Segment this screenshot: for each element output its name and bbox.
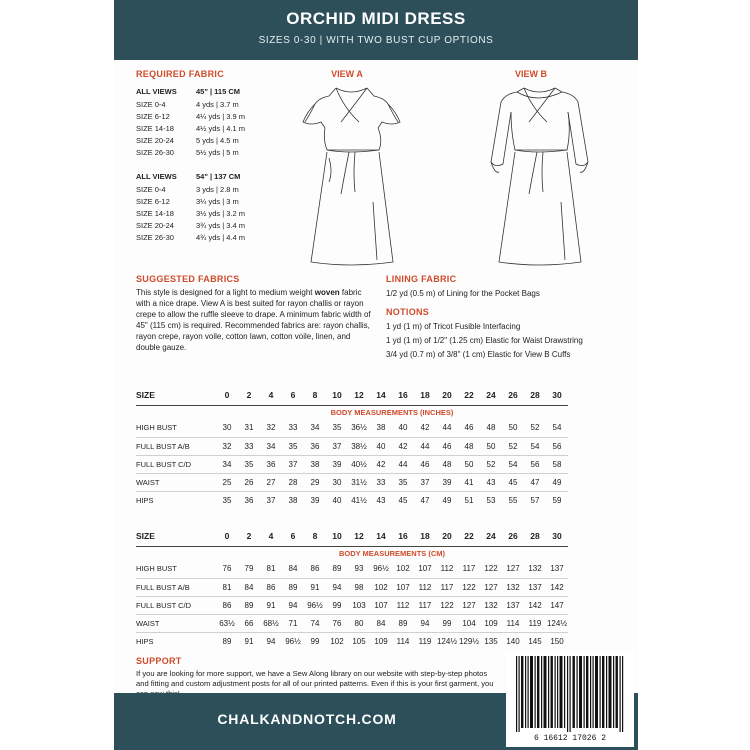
row-label: HIPS bbox=[136, 636, 154, 646]
support-heading: SUPPORT bbox=[136, 656, 182, 666]
cell: 56 bbox=[524, 455, 546, 473]
table-row bbox=[136, 491, 568, 509]
cell: 137 bbox=[502, 596, 524, 614]
fabric-table-head-right: 45" | 115 CM bbox=[196, 87, 241, 96]
fabric-size: SIZE 6-12 bbox=[136, 112, 170, 121]
notions-heading: NOTIONS bbox=[386, 307, 430, 317]
fabric-amount: 5½ yds | 5 m bbox=[196, 148, 239, 157]
barcode-digit-right: 2 bbox=[601, 734, 607, 743]
table-row bbox=[136, 437, 568, 455]
cell: 43 bbox=[480, 473, 502, 491]
row-label: FULL BUST A/B bbox=[136, 578, 216, 596]
size-cell: 26 bbox=[502, 385, 524, 405]
lining-fabric-heading: LINING FABRIC bbox=[386, 274, 457, 284]
row-label: WAIST bbox=[136, 473, 216, 491]
cell: 68½ bbox=[260, 614, 282, 632]
cell: 38½ bbox=[348, 437, 370, 455]
cell: 89 bbox=[282, 578, 304, 596]
notions-item: 3/4 yd (0.7 m) of 3/8" (1 cm) Elastic for View B Cuffs bbox=[386, 350, 571, 359]
cell: 49 bbox=[546, 473, 568, 491]
table-row bbox=[136, 632, 568, 650]
cell: 132 bbox=[524, 560, 546, 578]
cell: 74 bbox=[304, 614, 326, 632]
cell: 102 bbox=[330, 636, 344, 646]
cell: 36 bbox=[244, 495, 254, 505]
cell: 105 bbox=[352, 636, 366, 646]
size-cell: 20 bbox=[436, 385, 458, 405]
notions-item: 1 yd (1 m) of Tricot Fusible Interfacing bbox=[386, 322, 521, 331]
cell: 51 bbox=[464, 495, 474, 505]
cell: 31½ bbox=[348, 473, 370, 491]
cell: 99 bbox=[310, 636, 320, 646]
cell: 98 bbox=[348, 578, 370, 596]
cell: 37 bbox=[326, 437, 348, 455]
cell: 122 bbox=[436, 596, 458, 614]
cell: 40½ bbox=[348, 455, 370, 473]
cell: 56 bbox=[546, 437, 568, 455]
cell: 84 bbox=[282, 560, 304, 578]
cell: 35 bbox=[222, 495, 232, 505]
cell: 47 bbox=[524, 473, 546, 491]
cell: 38 bbox=[304, 455, 326, 473]
size-cell: 8 bbox=[304, 385, 326, 405]
fabric-size: SIZE 20-24 bbox=[136, 221, 174, 230]
cell: 41 bbox=[458, 473, 480, 491]
cell: 132 bbox=[502, 578, 524, 596]
barcode-digits-2: 17026 bbox=[572, 734, 597, 743]
size-cell: 6 bbox=[282, 385, 304, 405]
cell: 54 bbox=[524, 437, 546, 455]
cell: 48 bbox=[458, 437, 480, 455]
cell: 81 bbox=[216, 578, 238, 596]
cell: 26 bbox=[238, 473, 260, 491]
table-row bbox=[136, 614, 568, 632]
fabric-amount: 4¾ yds | 4.4 m bbox=[196, 233, 246, 242]
cell: 107 bbox=[370, 596, 392, 614]
cell: 54 bbox=[546, 419, 568, 437]
size-cell: 22 bbox=[458, 385, 480, 405]
cell: 25 bbox=[216, 473, 238, 491]
fabric-amount: 3¼ yds | 3 m bbox=[196, 197, 239, 206]
cell: 33 bbox=[370, 473, 392, 491]
cell: 91 bbox=[260, 596, 282, 614]
size-cell: 12 bbox=[348, 526, 370, 546]
cell: 114 bbox=[396, 636, 410, 646]
fabric-amount: 3¾ yds | 3.4 m bbox=[196, 221, 246, 230]
cell: 137 bbox=[546, 560, 568, 578]
cell: 129½ bbox=[458, 636, 480, 646]
size-cell: 26 bbox=[502, 526, 524, 546]
cm-heading: BODY MEASUREMENTS (CM) bbox=[338, 548, 446, 558]
size-cell: 28 bbox=[524, 526, 546, 546]
cell: 46 bbox=[436, 437, 458, 455]
fabric-size: SIZE 26-30 bbox=[136, 233, 174, 242]
cell: 142 bbox=[524, 596, 546, 614]
cell: 36 bbox=[260, 455, 282, 473]
size-cell: 14 bbox=[370, 526, 392, 546]
fabric-amount: 3 yds | 2.8 m bbox=[196, 185, 239, 194]
size-cell: 30 bbox=[546, 526, 568, 546]
cell: 49 bbox=[442, 495, 452, 505]
fabric-size: SIZE 0-4 bbox=[136, 100, 166, 109]
cell: 137 bbox=[524, 578, 546, 596]
size-header-row bbox=[136, 526, 568, 546]
view-a-label: VIEW A bbox=[331, 69, 363, 79]
cell: 112 bbox=[392, 596, 414, 614]
cell: 43 bbox=[376, 495, 386, 505]
view-a-dress-illustration bbox=[289, 82, 414, 272]
fabric-table-head-right: 54" | 137 CM bbox=[196, 172, 241, 181]
cell: 52 bbox=[502, 437, 524, 455]
size-cell: 30 bbox=[546, 385, 568, 405]
cell: 47 bbox=[420, 495, 430, 505]
cell: 33 bbox=[282, 419, 304, 437]
cell: 46 bbox=[414, 455, 436, 473]
cell: 42 bbox=[370, 455, 392, 473]
cell: 37 bbox=[282, 455, 304, 473]
cell: 109 bbox=[480, 614, 502, 632]
cell: 89 bbox=[222, 636, 232, 646]
cell: 35 bbox=[392, 473, 414, 491]
cell: 119 bbox=[418, 636, 432, 646]
cell: 66 bbox=[238, 614, 260, 632]
cell: 127 bbox=[502, 560, 524, 578]
cell: 29 bbox=[304, 473, 326, 491]
size-cell: 24 bbox=[480, 526, 502, 546]
size-cell: 14 bbox=[370, 385, 392, 405]
fabric-size: SIZE 20-24 bbox=[136, 136, 174, 145]
table-row bbox=[136, 473, 568, 491]
cell: 76 bbox=[326, 614, 348, 632]
row-label: HIGH BUST bbox=[136, 560, 216, 578]
cell: 81 bbox=[260, 560, 282, 578]
support-text: If you are looking for more support, we have a Sew Along library on our website with step-by-step photos and fitting and custom adjustment posts for all of our printed patterns. Even if this is your first garment, you bbox=[136, 669, 494, 688]
cell: 44 bbox=[414, 437, 436, 455]
cell: 34 bbox=[216, 455, 238, 473]
cell: 48 bbox=[436, 455, 458, 473]
header-banner bbox=[114, 0, 638, 60]
cell: 86 bbox=[304, 560, 326, 578]
size-chart-inches bbox=[136, 385, 568, 509]
row-label: FULL BUST A/B bbox=[136, 437, 216, 455]
cell: 127 bbox=[458, 596, 480, 614]
cell: 89 bbox=[238, 596, 260, 614]
cell: 50 bbox=[502, 419, 524, 437]
size-chart-cm bbox=[136, 526, 568, 650]
cell: 32 bbox=[260, 419, 282, 437]
cell: 55 bbox=[508, 495, 518, 505]
cell: 89 bbox=[392, 614, 414, 632]
cell: 142 bbox=[546, 578, 568, 596]
cell: 86 bbox=[260, 578, 282, 596]
size-cell: 10 bbox=[326, 526, 348, 546]
cell: 145 bbox=[528, 636, 542, 646]
cell: 37 bbox=[266, 495, 276, 505]
size-label: SIZE bbox=[136, 526, 216, 546]
cell: 35 bbox=[282, 437, 304, 455]
cell: 54 bbox=[502, 455, 524, 473]
cell: 36½ bbox=[348, 419, 370, 437]
cell: 57 bbox=[530, 495, 540, 505]
table-row bbox=[136, 560, 568, 578]
cell: 50 bbox=[480, 437, 502, 455]
size-cell: 28 bbox=[524, 385, 546, 405]
pattern-back-cover bbox=[114, 0, 638, 750]
cell: 91 bbox=[304, 578, 326, 596]
size-cell: 4 bbox=[260, 526, 282, 546]
fabric-size: SIZE 6-12 bbox=[136, 197, 170, 206]
cell: 38 bbox=[288, 495, 298, 505]
size-label: SIZE bbox=[136, 385, 216, 405]
cell: 40 bbox=[332, 495, 342, 505]
cell: 52 bbox=[524, 419, 546, 437]
cell: 94 bbox=[414, 614, 436, 632]
table-row bbox=[136, 596, 568, 614]
cell: 31 bbox=[238, 419, 260, 437]
website-url: CHALKANDNOTCH.COM bbox=[217, 711, 397, 727]
cell: 102 bbox=[392, 560, 414, 578]
fabric-amount: 4½ yds | 4.1 m bbox=[196, 124, 246, 133]
fabric-table-head-left: ALL VIEWS bbox=[136, 87, 177, 96]
size-cell: 10 bbox=[326, 385, 348, 405]
cell: 112 bbox=[414, 578, 436, 596]
suggested-fabrics-text bbox=[136, 287, 374, 353]
cell: 52 bbox=[480, 455, 502, 473]
inches-heading: BODY MEASUREMENTS (INCHES) bbox=[330, 407, 454, 417]
row-label: FULL BUST C/D bbox=[136, 596, 216, 614]
cell: 40 bbox=[370, 437, 392, 455]
cell: 140 bbox=[506, 636, 520, 646]
cell: 50 bbox=[458, 455, 480, 473]
cell: 44 bbox=[436, 419, 458, 437]
table-row bbox=[136, 455, 568, 473]
cell: 117 bbox=[414, 596, 436, 614]
fabric-size: SIZE 14-18 bbox=[136, 209, 174, 218]
cell: 45 bbox=[502, 473, 524, 491]
barcode-digits-1: 16612 bbox=[543, 734, 568, 743]
cell: 30 bbox=[216, 419, 238, 437]
cell: 94 bbox=[326, 578, 348, 596]
cell: 37 bbox=[414, 473, 436, 491]
required-fabric-heading: REQUIRED FABRIC bbox=[136, 69, 225, 79]
fabric-amount: 5 yds | 4.5 m bbox=[196, 136, 239, 145]
size-header-row bbox=[136, 385, 568, 405]
size-cell: 24 bbox=[480, 385, 502, 405]
cell: 96½ bbox=[285, 636, 301, 646]
notions-item: 1 yd (1 m) of 1/2" (1.25 cm) Elastic for Waist Drawstring bbox=[386, 336, 583, 345]
fabric-amount: 3½ yds | 3.2 m bbox=[196, 209, 246, 218]
cell: 117 bbox=[458, 560, 480, 578]
cell: 91 bbox=[244, 636, 254, 646]
cell: 107 bbox=[392, 578, 414, 596]
cell: 96½ bbox=[304, 596, 326, 614]
cell: 59 bbox=[552, 495, 562, 505]
row-label: FULL BUST C/D bbox=[136, 455, 216, 473]
size-cell: 18 bbox=[414, 385, 436, 405]
cell: 39 bbox=[310, 495, 320, 505]
size-cell: 2 bbox=[238, 385, 260, 405]
suggested-bold-word: woven bbox=[314, 288, 340, 297]
cell: 48 bbox=[480, 419, 502, 437]
cell: 30 bbox=[326, 473, 348, 491]
cell: 35 bbox=[326, 419, 348, 437]
cell: 79 bbox=[238, 560, 260, 578]
cell: 42 bbox=[414, 419, 436, 437]
pattern-subtitle: SIZES 0-30 | WITH TWO BUST CUP OPTIONS bbox=[258, 35, 494, 46]
cell: 84 bbox=[370, 614, 392, 632]
cell: 39 bbox=[436, 473, 458, 491]
barcode-digit-left: 6 bbox=[533, 734, 539, 743]
cell: 127 bbox=[480, 578, 502, 596]
cell: 119 bbox=[524, 614, 546, 632]
cell: 86 bbox=[216, 596, 238, 614]
cell: 132 bbox=[480, 596, 502, 614]
row-label: HIPS bbox=[136, 495, 154, 505]
fabric-size: SIZE 14-18 bbox=[136, 124, 174, 133]
cell: 89 bbox=[326, 560, 348, 578]
cell: 41½ bbox=[351, 495, 367, 505]
view-b-label: VIEW B bbox=[514, 69, 547, 79]
fabric-size: SIZE 0-4 bbox=[136, 185, 166, 194]
suggested-text-1: This style is designed for a light to medium weight bbox=[136, 288, 313, 297]
pattern-title: ORCHID MIDI DRESS bbox=[286, 9, 466, 28]
cell: 44 bbox=[392, 455, 414, 473]
cell: 46 bbox=[458, 419, 480, 437]
cell: 103 bbox=[348, 596, 370, 614]
size-cell: 12 bbox=[348, 385, 370, 405]
cell: 135 bbox=[484, 636, 498, 646]
size-cell: 8 bbox=[304, 526, 326, 546]
fabric-amount: 4 yds | 3.7 m bbox=[196, 100, 239, 109]
row-label: WAIST bbox=[136, 614, 216, 632]
cell: 35 bbox=[238, 455, 260, 473]
cell: 122 bbox=[458, 578, 480, 596]
fabric-amount: 4¼ yds | 3.9 m bbox=[196, 112, 246, 121]
cell: 84 bbox=[238, 578, 260, 596]
cell: 124½ bbox=[546, 614, 568, 632]
size-cell: 4 bbox=[260, 385, 282, 405]
cell: 124½ bbox=[436, 636, 458, 646]
size-cell: 2 bbox=[238, 526, 260, 546]
suggested-fabrics-heading: SUGGESTED FABRICS bbox=[136, 274, 240, 284]
cell: 38 bbox=[370, 419, 392, 437]
cell: 58 bbox=[546, 455, 568, 473]
cell: 27 bbox=[260, 473, 282, 491]
cell: 117 bbox=[436, 578, 458, 596]
cell: 94 bbox=[266, 636, 276, 646]
cell: 40 bbox=[392, 419, 414, 437]
cell: 150 bbox=[550, 636, 564, 646]
cell: 107 bbox=[414, 560, 436, 578]
cell: 122 bbox=[480, 560, 502, 578]
cell: 63½ bbox=[216, 614, 238, 632]
cell: 147 bbox=[546, 596, 568, 614]
size-cell: 22 bbox=[458, 526, 480, 546]
cell: 28 bbox=[282, 473, 304, 491]
suggested-text-2: fabric with a nice drape. View A is best suited for rayon challis or rayon crepe to allow the ruffle sleeve to drape. A minimum fabric width of 45" (115 cm) is required. Recommended fabrics are: rayon challis, rayon crepe, rayon voile, cotton lawn, cotton voile, linen, and double gauze. bbox=[136, 288, 371, 352]
cell: 76 bbox=[216, 560, 238, 578]
cell: 93 bbox=[348, 560, 370, 578]
table-row bbox=[136, 578, 568, 596]
size-cell: 0 bbox=[216, 385, 238, 405]
cell: 94 bbox=[282, 596, 304, 614]
cell: 42 bbox=[392, 437, 414, 455]
size-cell: 16 bbox=[392, 385, 414, 405]
fabric-size: SIZE 26-30 bbox=[136, 148, 174, 157]
table-row bbox=[136, 419, 568, 437]
cell: 96½ bbox=[370, 560, 392, 578]
cell: 109 bbox=[374, 636, 388, 646]
barcode-number bbox=[506, 734, 634, 743]
cell: 80 bbox=[348, 614, 370, 632]
cell: 39 bbox=[326, 455, 348, 473]
cell: 45 bbox=[398, 495, 408, 505]
size-cell: 18 bbox=[414, 526, 436, 546]
cell: 102 bbox=[370, 578, 392, 596]
size-cell: 16 bbox=[392, 526, 414, 546]
barcode bbox=[506, 652, 634, 747]
cell: 32 bbox=[216, 437, 238, 455]
size-cell: 20 bbox=[436, 526, 458, 546]
fabric-table-head-left: ALL VIEWS bbox=[136, 172, 177, 181]
barcode-bars bbox=[506, 652, 634, 732]
cell: 99 bbox=[436, 614, 458, 632]
cell: 114 bbox=[502, 614, 524, 632]
cell: 34 bbox=[304, 419, 326, 437]
cell: 36 bbox=[304, 437, 326, 455]
cell: 99 bbox=[326, 596, 348, 614]
cell: 34 bbox=[260, 437, 282, 455]
row-label: HIGH BUST bbox=[136, 419, 216, 437]
cell: 33 bbox=[238, 437, 260, 455]
lining-fabric-text: 1/2 yd (0.5 m) of Lining for the Pocket Bags bbox=[386, 289, 540, 298]
cell: 71 bbox=[282, 614, 304, 632]
cell: 104 bbox=[458, 614, 480, 632]
size-cell: 0 bbox=[216, 526, 238, 546]
size-cell: 6 bbox=[282, 526, 304, 546]
view-b-dress-illustration bbox=[477, 82, 602, 272]
cell: 112 bbox=[436, 560, 458, 578]
cell: 53 bbox=[486, 495, 496, 505]
